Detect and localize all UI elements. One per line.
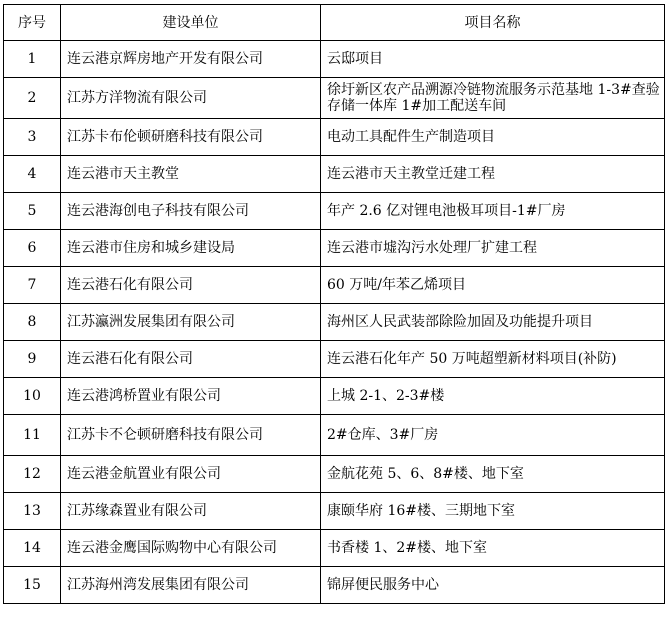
row-unit: 连云港石化有限公司	[61, 267, 321, 304]
row-index: 6	[4, 230, 61, 267]
row-project: 2#仓库、3#厂房	[321, 415, 665, 456]
row-index: 8	[4, 304, 61, 341]
row-unit: 连云港市天主教堂	[61, 156, 321, 193]
row-unit: 连云港金航置业有限公司	[61, 456, 321, 493]
row-unit: 连云港金鹰国际购物中心有限公司	[61, 530, 321, 567]
row-unit: 连云港石化有限公司	[61, 341, 321, 378]
row-project: 徐圩新区农产品溯源冷链物流服务示范基地 1-3#查验存储一体库 1#加工配送车间	[321, 78, 665, 119]
header-project: 项目名称	[321, 5, 665, 41]
table-row	[4, 193, 665, 230]
row-project: 连云港市天主教堂迁建工程	[321, 156, 665, 193]
row-project: 年产 2.6 亿对锂电池极耳项目-1#厂房	[321, 193, 665, 230]
row-unit: 连云港市住房和城乡建设局	[61, 230, 321, 267]
table-row	[4, 41, 665, 78]
row-unit: 江苏缘森置业有限公司	[61, 493, 321, 530]
table-row	[4, 156, 665, 193]
row-index: 7	[4, 267, 61, 304]
table-row	[4, 415, 665, 456]
row-index: 4	[4, 156, 61, 193]
row-index: 5	[4, 193, 61, 230]
header-index: 序号	[4, 5, 61, 41]
row-index: 1	[4, 41, 61, 78]
row-unit: 江苏海州湾发展集团有限公司	[61, 567, 321, 604]
table-row	[4, 304, 665, 341]
table-row	[4, 378, 665, 415]
row-index: 3	[4, 119, 61, 156]
row-unit: 江苏方洋物流有限公司	[61, 78, 321, 119]
row-project: 云邸项目	[321, 41, 665, 78]
row-project: 上城 2-1、2-3#楼	[321, 378, 665, 415]
row-unit: 连云港京辉房地产开发有限公司	[61, 41, 321, 78]
row-project: 书香楼 1、2#楼、地下室	[321, 530, 665, 567]
table-row	[4, 78, 665, 119]
table-row	[4, 267, 665, 304]
row-index: 10	[4, 378, 61, 415]
row-unit: 江苏卡布伦顿研磨科技有限公司	[61, 119, 321, 156]
row-unit: 连云港鸿桥置业有限公司	[61, 378, 321, 415]
row-project: 金航花苑 5、6、8#楼、地下室	[321, 456, 665, 493]
table-row	[4, 530, 665, 567]
row-unit: 江苏卡不仑顿研磨科技有限公司	[61, 415, 321, 456]
row-project: 60 万吨/年苯乙烯项目	[321, 267, 665, 304]
row-project: 康颐华府 16#楼、三期地下室	[321, 493, 665, 530]
project-table	[3, 4, 665, 604]
row-index: 2	[4, 78, 61, 119]
row-unit: 江苏瀛洲发展集团有限公司	[61, 304, 321, 341]
row-index: 12	[4, 456, 61, 493]
table-row	[4, 493, 665, 530]
row-project: 海州区人民武装部除险加固及功能提升项目	[321, 304, 665, 341]
table-row	[4, 456, 665, 493]
row-project: 锦屏便民服务中心	[321, 567, 665, 604]
row-index: 13	[4, 493, 61, 530]
table-row	[4, 567, 665, 604]
row-project: 电动工具配件生产制造项目	[321, 119, 665, 156]
table-header-row	[4, 5, 665, 41]
row-project: 连云港市墟沟污水处理厂扩建工程	[321, 230, 665, 267]
table-row	[4, 341, 665, 378]
row-index: 9	[4, 341, 61, 378]
header-unit: 建设单位	[61, 5, 321, 41]
row-index: 11	[4, 415, 61, 456]
row-index: 15	[4, 567, 61, 604]
row-index: 14	[4, 530, 61, 567]
row-unit: 连云港海创电子科技有限公司	[61, 193, 321, 230]
table-row	[4, 230, 665, 267]
table-row	[4, 119, 665, 156]
row-project: 连云港石化年产 50 万吨超塑新材料项目(补防)	[321, 341, 665, 378]
